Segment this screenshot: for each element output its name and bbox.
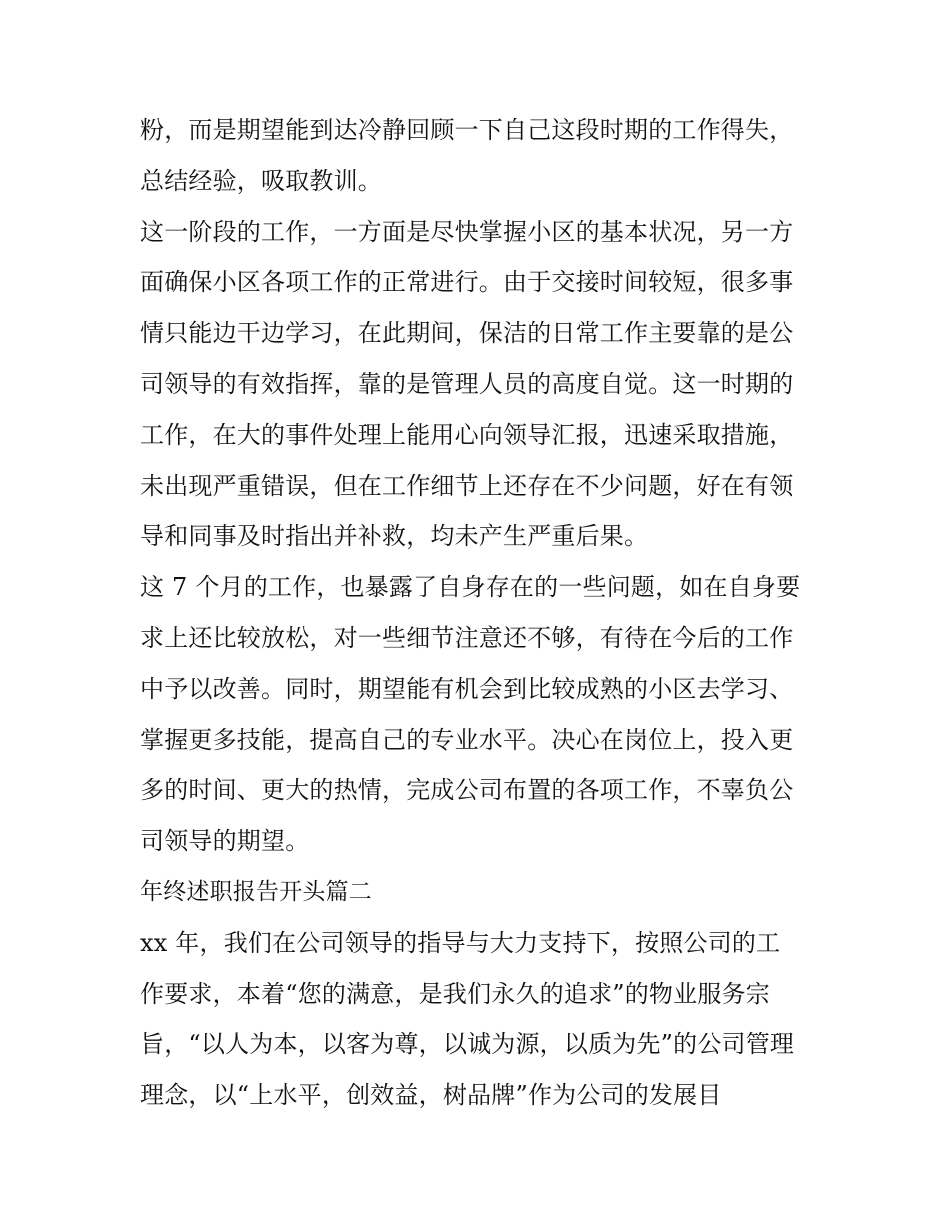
text-line: xx 年，我们在公司领导的指导与大力支持下，按照公司的工: [140, 928, 781, 957]
text-line: 理念，以“上水平，创效益，树品牌”作为公司的发展目: [140, 1081, 722, 1110]
text-line: 多的时间、更大的热情，完成公司布置的各项工作，不辜负公: [140, 776, 794, 805]
text-line: 司领导的期望。: [140, 827, 310, 856]
text-line: 掌握更多技能，提高自己的专业水平。决心在岗位上，投入更: [140, 725, 794, 754]
text-line: 中予以改善。同时，期望能有机会到比较成熟的小区去学习、: [140, 674, 794, 703]
section-heading: 年终述职报告开头篇二: [140, 878, 372, 905]
text-line: 这 7 个月的工作，也暴露了自身存在的一些问题，如在自身要: [140, 573, 801, 602]
document-body: [140, 105, 820, 1121]
text-line: 求上还比较放松，对一些细节注意还不够，有待在今后的工作: [140, 623, 794, 652]
text-line: 粉，而是期望能到达冷静回顾一下自己这段时期的工作得失，: [140, 116, 794, 144]
text-line: 总结经验，吸取教训。: [140, 166, 382, 195]
text-line: 工作，在大的事件处理上能用心向领导汇报，迅速采取措施，: [140, 420, 794, 449]
text-line: 这一阶段的工作，一方面是尽快掌握小区的基本状况，另一方: [140, 217, 794, 246]
text-line: 面确保小区各项工作的正常进行。由于交接时间较短，很多事: [140, 268, 794, 297]
text-line: 情只能边干边学习，在此期间，保洁的日常工作主要靠的是公: [140, 319, 794, 348]
text-line: 作要求，本着“您的满意，是我们永久的追求”的物业服务宗: [140, 979, 770, 1008]
text-line: 司领导的有效指挥，靠的是管理人员的高度自觉。这一时期的: [140, 369, 794, 398]
text-line: 未出现严重错误，但在工作细节上还存在不少问题，好在有领: [140, 471, 794, 500]
text-line: 导和同事及时指出并补救，均未产生严重后果。: [140, 522, 649, 551]
text-line: 旨，“以人为本，以客为尊，以诚为源，以质为先”的公司管理: [140, 1030, 795, 1059]
